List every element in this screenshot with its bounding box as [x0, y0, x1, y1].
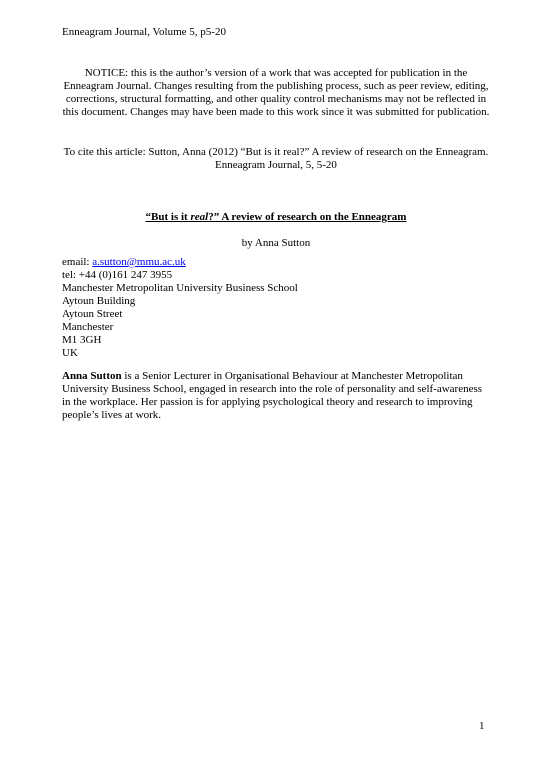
- title-part-2: ?” A review of research on the Enneagram: [208, 211, 407, 223]
- address-line: Manchester: [62, 321, 114, 333]
- email-link[interactable]: a.sutton@mmu.ac.uk: [92, 256, 186, 268]
- contact-block: [62, 256, 490, 360]
- bio-text: is a Senior Lecturer in Organisational Behaviour at Manchester Metropolitan University Business School, engaged in research into the role of personality and self-awareness in the workplace. Her passion is for applying psychological theory and research to improving people’s lives at work.: [62, 370, 483, 421]
- title-part-1: “But is it: [145, 211, 191, 223]
- author-byline: by Anna Sutton: [241, 237, 311, 249]
- publication-notice: NOTICE: this is the author’s version of a work that was accepted for publication in the Enneagram Journal. Changes resulting from the publishing process, such as peer review, editing, corrections, structural formatting, and other quality control mechanisms may not be reflected in this document. Changes may have been made to this work since it was submitted for publication.: [62, 67, 490, 118]
- address-line: UK: [62, 347, 78, 359]
- address-line: Manchester Metropolitan University Business School: [62, 282, 298, 294]
- running-header: Enneagram Journal, Volume 5, p5-20: [62, 26, 226, 38]
- author-bio: [62, 370, 492, 422]
- email-line: [62, 256, 490, 269]
- citation-note: To cite this article: Sutton, Anna (2012) “But is it real?” A review of research on the Enneagram. Enneagram Journal, 5, 5-20: [63, 146, 489, 171]
- address-line: Aytoun Street: [62, 308, 123, 320]
- bio-author-name: Anna Sutton: [62, 370, 122, 382]
- title-emphasis: real: [190, 211, 209, 223]
- article-title: [62, 211, 490, 224]
- page-number: 1: [479, 720, 485, 732]
- address-line: Aytoun Building: [62, 295, 136, 307]
- address-line: M1 3GH: [62, 334, 102, 346]
- email-label: email:: [62, 256, 93, 268]
- telephone-line: tel: +44 (0)161 247 3955: [62, 269, 173, 281]
